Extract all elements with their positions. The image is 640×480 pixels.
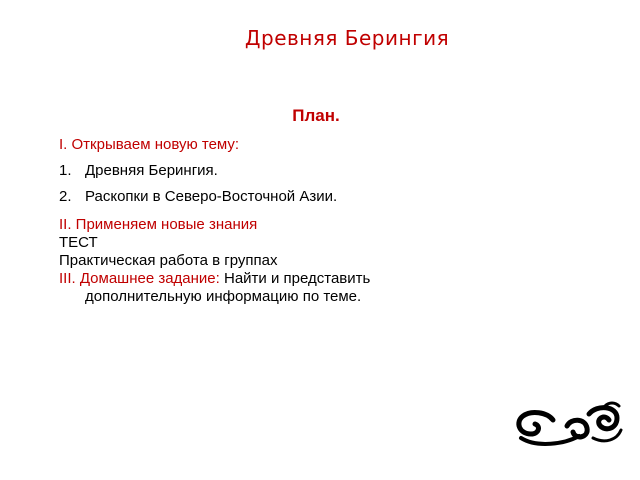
list-item-text: Древняя Берингия. <box>85 162 218 179</box>
slide-title: Древняя Берингия <box>244 26 450 50</box>
homework-text: Найти и представить дополнительную информацию по теме. <box>85 270 371 305</box>
section-3 <box>59 270 465 306</box>
plan-content <box>59 136 599 306</box>
section-1-heading: I. Открываем новую тему: <box>59 136 240 153</box>
plan-heading: План. <box>292 106 340 125</box>
homework-heading: III. Домашнее задание: <box>59 270 220 287</box>
list-item-text: Раскопки в Северо-Восточной Азии. <box>85 188 338 205</box>
group-work-line: Практическая работа в группах <box>59 252 278 269</box>
test-line: ТЕСТ <box>59 234 98 251</box>
section-2 <box>59 216 599 270</box>
list-item-number: 1. <box>59 162 72 179</box>
section-2-heading: II. Применяем новые знания <box>59 216 258 233</box>
section-1-list <box>59 162 599 206</box>
flourish-swirl-icon <box>513 400 625 450</box>
list-item-number: 2. <box>59 188 72 205</box>
list-item <box>59 188 599 206</box>
list-item <box>59 162 599 180</box>
